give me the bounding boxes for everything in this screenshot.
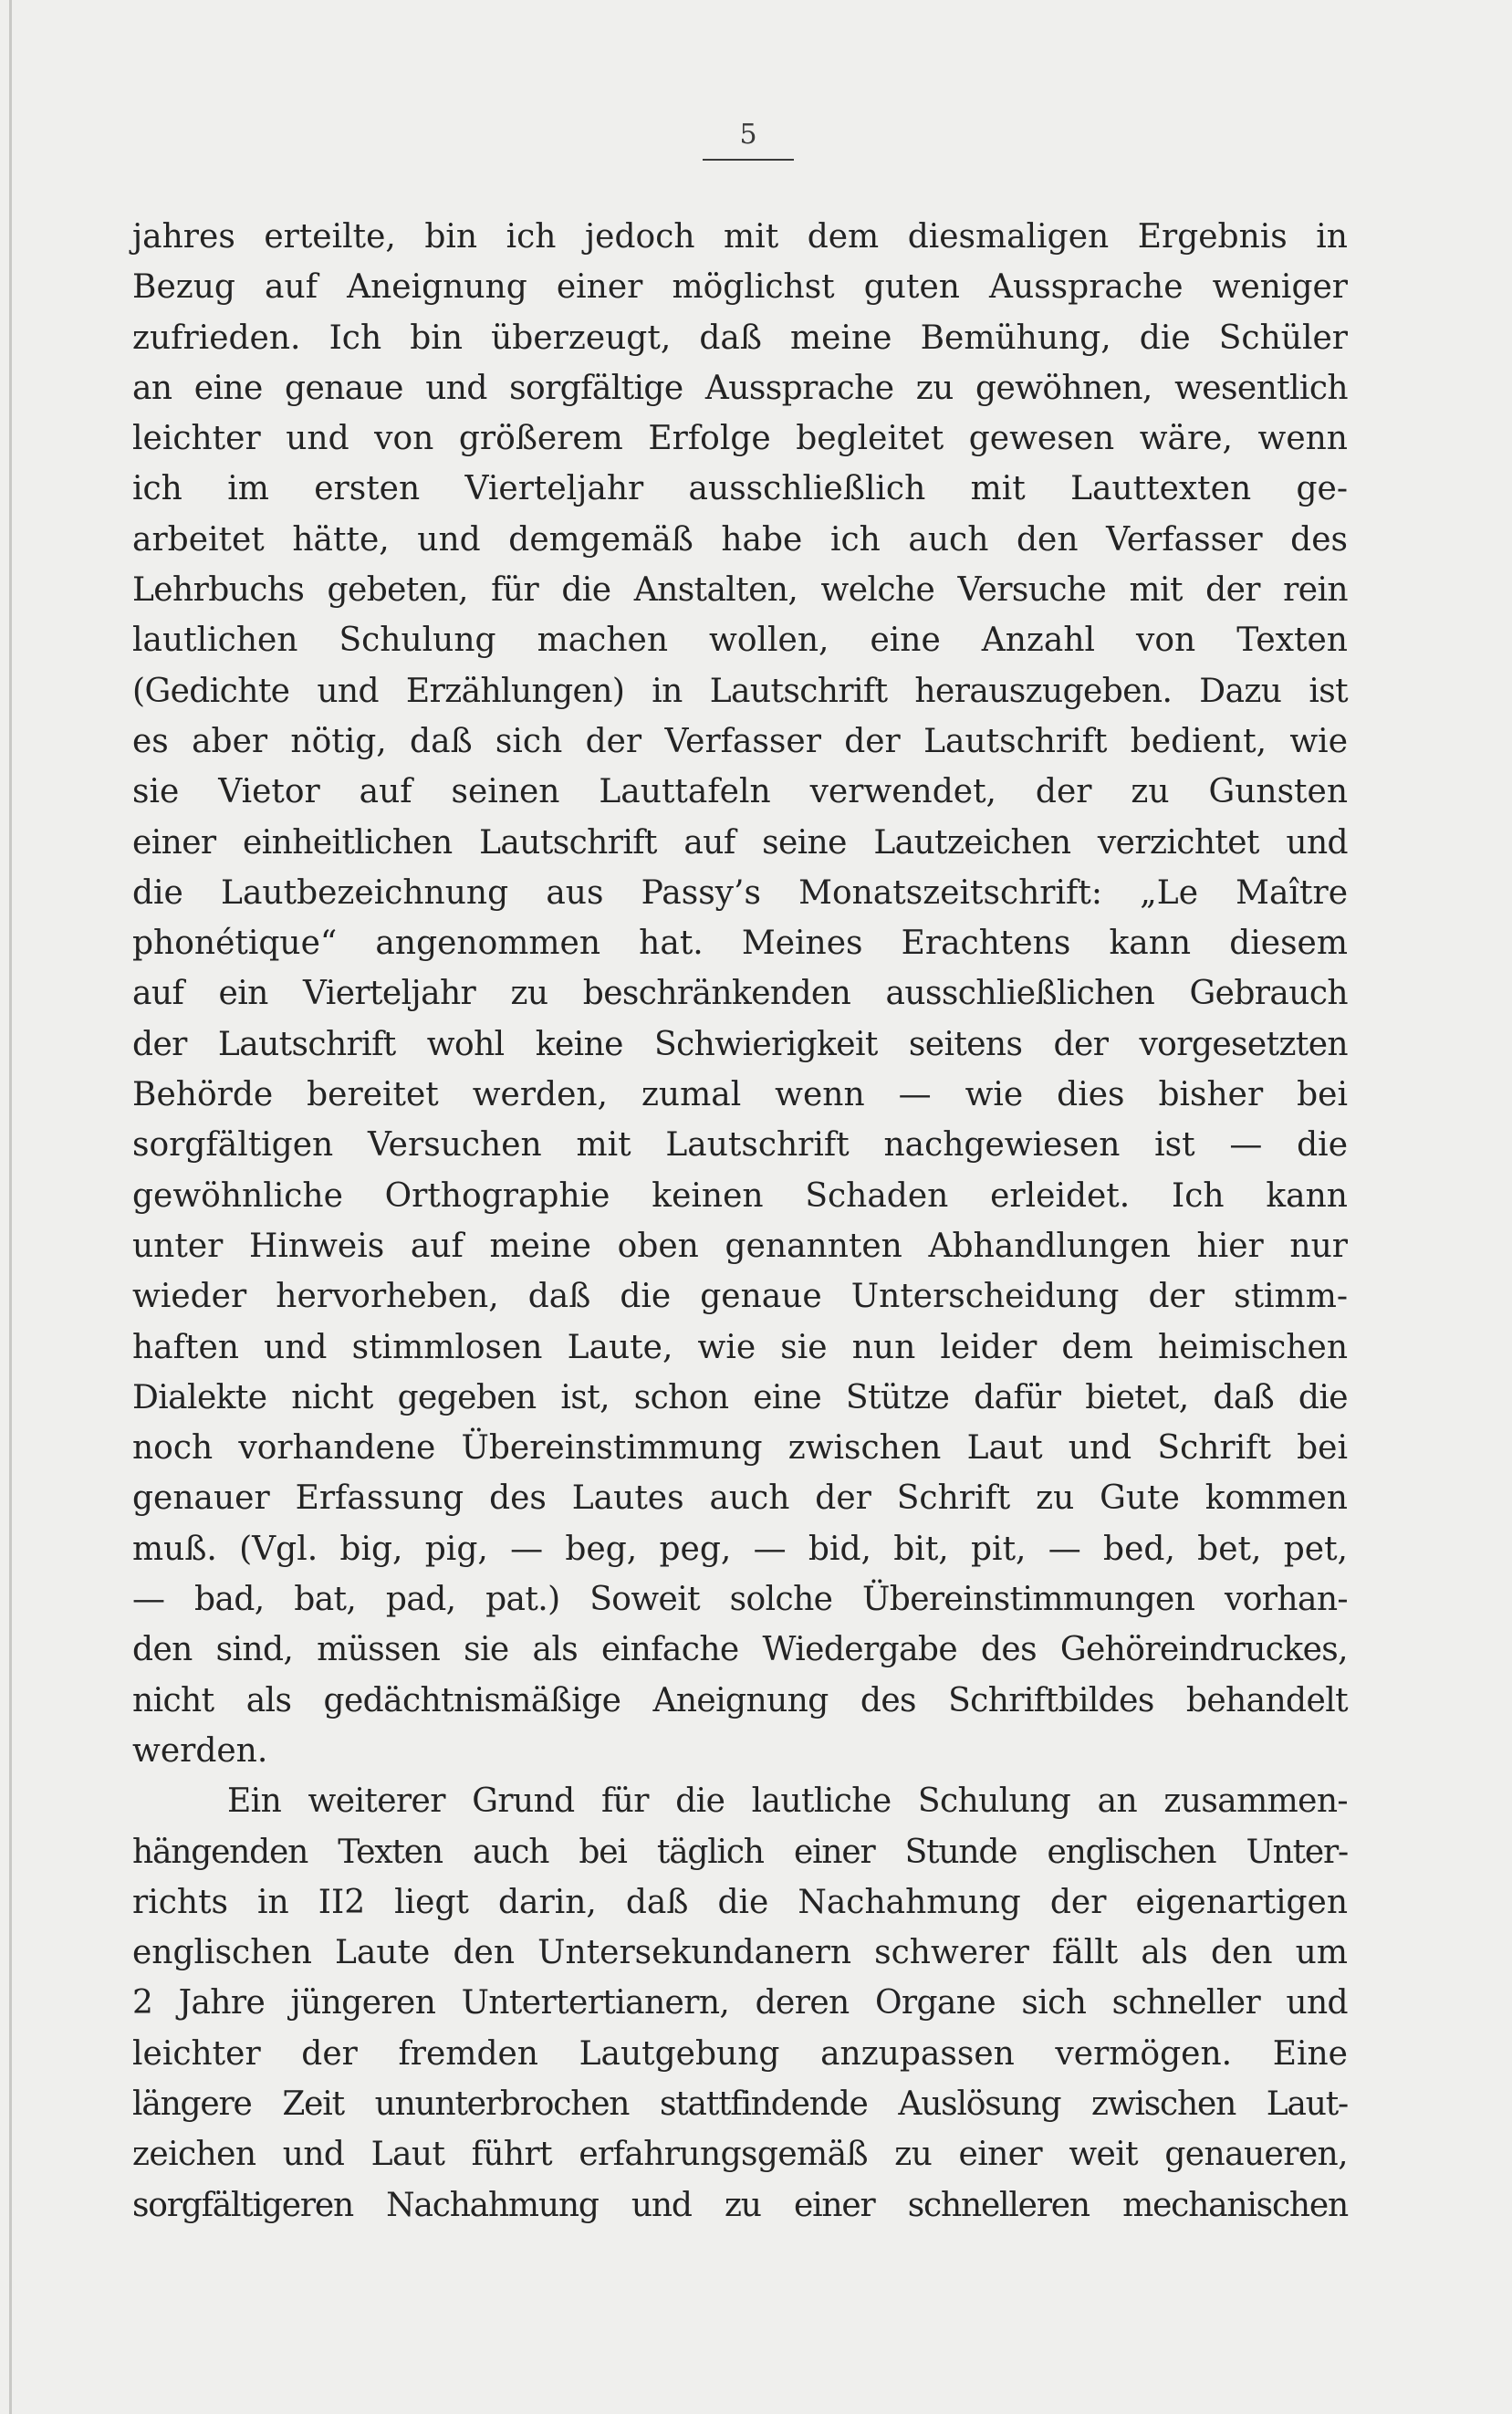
text-line: arbeitet hätte, und demgemäß habe ich auch den Verfasser des (132, 520, 1348, 559)
page-number: 5 (739, 119, 757, 151)
text-line: Ein weiterer Grund für die lautliche Schulung an zusammen- (227, 1782, 1348, 1821)
text-line: sorgfältigeren Nachahmung und zu einer schnelleren mechanischen (132, 2186, 1348, 2224)
text-line: (Gedichte und Erzählungen) in Lautschrift herauszugeben. Dazu ist (132, 672, 1348, 710)
text-line: 2 Jahre jüngeren Untertertianern, deren Organe sich schneller und (132, 1984, 1348, 2022)
text-line: gewöhnliche Orthographie keinen Schaden erleidet. Ich kann (132, 1176, 1348, 1215)
text-line: die Lautbezeichnung aus Passy’s Monatszeitschrift: „Le Maître (132, 873, 1348, 912)
text-line: den sind, müssen sie als einfache Wiedergabe des Gehöreindruckes, (132, 1631, 1348, 1669)
text-line: längere Zeit ununterbrochen stattfindende Auslösung zwischen Laut- (132, 2085, 1348, 2123)
text-line: ich im ersten Vierteljahr ausschließlich mit Lauttexten ge- (132, 470, 1348, 508)
text-line: leichter und von größerem Erfolge begleitet gewesen wäre, wenn (132, 420, 1348, 458)
text-line: phonétique“ angenommen hat. Meines Erachtens kann diesem (132, 925, 1348, 963)
text-line: jahres erteilte, bin ich jedoch mit dem diesmaligen Ergebnis in (132, 218, 1348, 256)
text-line: sie Vietor auf seinen Lauttafeln verwendet, der zu Gunsten (132, 773, 1348, 811)
text-line: werden. (132, 1731, 268, 1770)
text-line: richts in II2 liegt darin, daß die Nachahmung der eigenartigen (132, 1883, 1348, 1921)
body-text (132, 212, 1348, 2231)
text-line: Behörde bereitet werden, zumal wenn — wie dies bisher bei (132, 1076, 1348, 1114)
text-line: unter Hinweis auf meine oben genannten Abhandlungen hier nur (132, 1227, 1348, 1265)
text-line: es aber nötig, daß sich der Verfasser der Lautschrift bedient, wie (132, 722, 1348, 760)
text-line: genauer Erfassung des Lautes auch der Schrift zu Gute kommen (132, 1479, 1348, 1518)
text-line: lautlichen Schulung machen wollen, eine Anzahl von Texten (132, 622, 1348, 660)
text-line: noch vorhandene Übereinstimmung zwischen Laut und Schrift bei (132, 1429, 1348, 1468)
text-line: englischen Laute den Untersekundanern schwerer fällt als den um (132, 1934, 1348, 1972)
text-line: leichter der fremden Lautgebung anzupassen vermögen. Eine (132, 2034, 1348, 2073)
text-line: an eine genaue und sorgfältige Aussprache zu gewöhnen, wesentlich (132, 369, 1348, 407)
text-line: Lehrbuchs gebeten, für die Anstalten, welche Versuche mit der rein (132, 571, 1348, 610)
text-line: sorgfältigen Versuchen mit Lautschrift nachgewiesen ist — die (132, 1126, 1348, 1165)
header-rule (703, 159, 794, 161)
text-line: nicht als gedächtnismäßige Aneignung des Schriftbildes behandelt (132, 1681, 1348, 1719)
text-line: Dialekte nicht gegeben ist, schon eine Stütze dafür bietet, daß die (132, 1378, 1348, 1416)
text-line: zufrieden. Ich bin überzeugt, daß meine Bemühung, die Schüler (132, 319, 1348, 357)
text-line: haften und stimmlosen Laute, wie sie nun leider dem heimischen (132, 1328, 1348, 1366)
text-line: einer einheitlichen Lautschrift auf seine Lautzeichen verzichtet und (132, 823, 1348, 862)
text-line: hängenden Texten auch bei täglich einer Stunde englischen Unter- (132, 1833, 1348, 1871)
text-line: — bad, bat, pad, pat.) Soweit solche Übereinstimmungen vorhan- (132, 1581, 1348, 1619)
text-line: muß. (Vgl. big, pig, — beg, peg, — bid, bit, pit, — bed, bet, pet, (132, 1530, 1348, 1568)
text-line: auf ein Vierteljahr zu beschränkenden ausschließlichen Gebrauch (132, 975, 1348, 1013)
page-header (703, 119, 794, 161)
text-line: der Lautschrift wohl keine Schwierigkeit seitens der vorgesetzten (132, 1025, 1348, 1063)
scan-edge (9, 0, 12, 2414)
text-line: zeichen und Laut führt erfahrungsgemäß zu einer weit genaueren, (132, 2136, 1348, 2174)
text-line: Bezug auf Aneignung einer möglichst guten Aussprache weniger (132, 268, 1348, 307)
text-line: wieder hervorheben, daß die genaue Unterscheidung der stimm- (132, 1278, 1348, 1316)
